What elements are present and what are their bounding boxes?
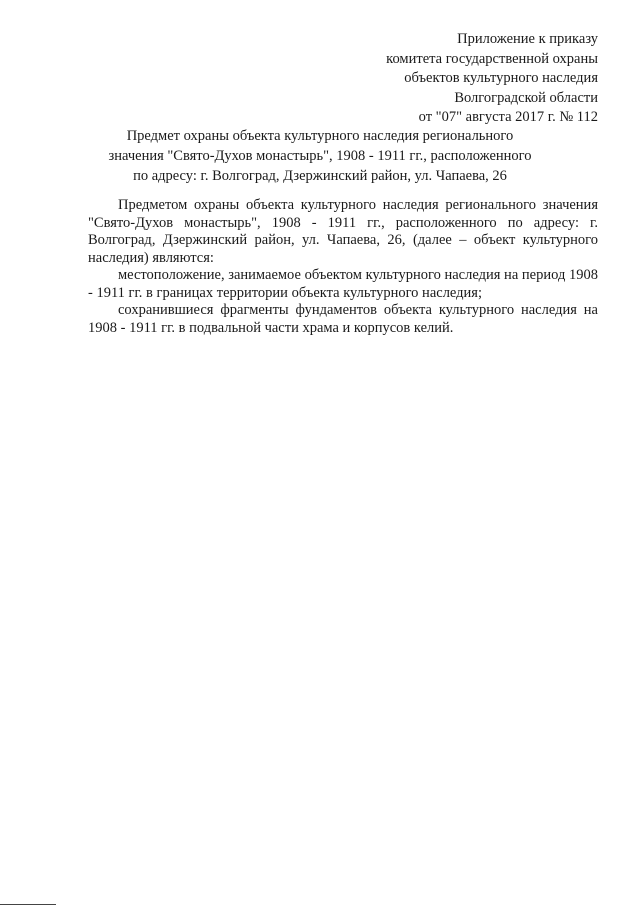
appendix-line: комитета государственной охраны [386,50,598,67]
appendix-line: Волгоградской области [454,89,598,106]
document-body [88,197,598,337]
title-line: Предмет охраны объекта культурного наследия регионального [126,128,514,144]
appendix-line: объектов культурного наследия [404,70,598,86]
appendix-line: Приложение к приказу [457,31,598,47]
title-line: по адресу: г. Волгоград, Дзержинский район, ул. Чапаева, 26 [133,168,507,184]
body-paragraph: местоположение, занимаемое объектом культурного наследия на период 1908 - 1911 гг. в границах территории объекта культурного наследия; [88,267,598,301]
body-paragraph: Предметом охраны объекта культурного наследия регионального значения "Свято-Духов монастырь", 1908 - 1911 гг., расположенного по адресу: г. Волгоград, Дзержинский район, ул. Чапаева, 26, (далее – объект культурного наследия) являются: [88,197,598,266]
appendix-line: от "07" августа 2017 г. № 112 [418,109,598,125]
appendix-header [386,30,598,128]
title-line: значения "Свято-Духов монастырь", 1908 - 1911 гг., расположенного [108,148,532,164]
body-paragraph: сохранившиеся фрагменты фундаментов объекта культурного наследия на 1908 - 1911 гг. в подвальной части храма и корпусов келий. [88,302,598,336]
document-title [80,126,560,186]
